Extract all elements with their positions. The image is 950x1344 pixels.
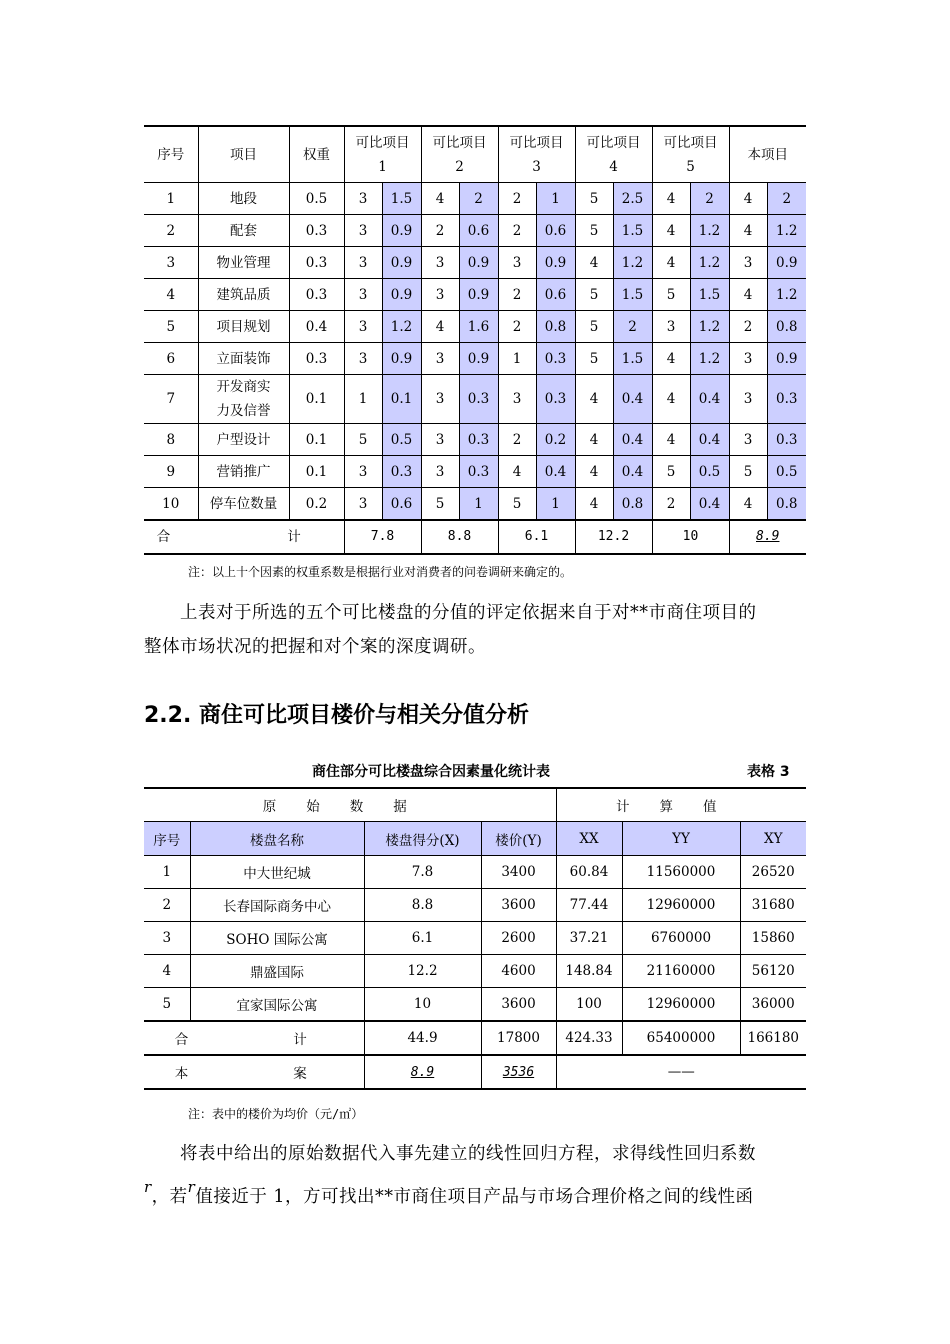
own-x: 8.9	[410, 1064, 435, 1080]
table-cell: 3	[421, 424, 459, 456]
table-cell: 5	[575, 215, 613, 247]
table-cell: 3600	[481, 889, 556, 922]
table-cell: 3	[729, 375, 767, 424]
table-cell: 0.4	[613, 424, 652, 456]
own-project-row	[144, 1055, 806, 1089]
header-cell: XY	[740, 822, 806, 856]
total-cell: 17800	[481, 1021, 556, 1055]
table-cell: 4	[652, 343, 690, 375]
table-cell: 7.8	[364, 856, 481, 889]
table-row	[144, 375, 806, 424]
own-y-cell	[481, 1055, 556, 1089]
table-cell: 2	[690, 183, 729, 215]
table-cell: 2	[144, 215, 198, 247]
table-cell: 36000	[740, 988, 806, 1022]
table-cell: 3	[344, 183, 382, 215]
table-cell: 1	[144, 183, 198, 215]
table-cell: 2	[613, 311, 652, 343]
table2-note: 注：表中的楼价为均价（元/㎡）	[188, 1107, 364, 1121]
table-cell: 3	[344, 215, 382, 247]
table-cell: 0.9	[459, 247, 498, 279]
table-row	[144, 215, 806, 247]
table-cell: 0.2	[289, 488, 344, 521]
table-cell: 3	[344, 311, 382, 343]
table-cell: 4	[652, 183, 690, 215]
table-cell: 4	[652, 424, 690, 456]
paragraph-line: 上表对于所选的五个可比楼盘的分值的评定依据来自于对**市商住项目的	[180, 603, 757, 623]
table-cell: 5	[144, 311, 198, 343]
table1-note: 注：以上十个因素的权重系数是根据行业对消费者的问卷调研来确定的。	[188, 565, 573, 579]
table-cell: SOHO 国际公寓	[190, 922, 364, 955]
table-cell: 0.6	[382, 488, 421, 521]
paragraph-fragment: 值接近于 1，方可找出**市商住项目产品与市场合理价格之间的线性函	[195, 1187, 754, 1207]
table-cell: 5	[575, 311, 613, 343]
table-cell: 0.3	[536, 343, 575, 375]
group-calc-values: 计算值	[556, 788, 806, 822]
table-cell: 中大世纪城	[190, 856, 364, 889]
table-cell: 8.8	[364, 889, 481, 922]
table-cell: 2	[729, 311, 767, 343]
table-cell: 1.6	[459, 311, 498, 343]
header-cell: 楼盘名称	[190, 822, 364, 856]
table-row	[144, 424, 806, 456]
header-cell: 可比项目 1	[344, 126, 421, 183]
table-cell: 0.4	[690, 375, 729, 424]
table-cell: 3	[652, 311, 690, 343]
table-cell: 0.4	[690, 488, 729, 521]
section-heading: 2.2. 商住可比项目楼价与相关分值分析	[144, 703, 529, 728]
table-cell: 4	[144, 279, 198, 311]
table-cell: 长春国际商务中心	[190, 889, 364, 922]
total-cell: 44.9	[364, 1021, 481, 1055]
table-cell: 2	[767, 183, 806, 215]
table-cell: 4	[144, 955, 190, 988]
table-cell: 4	[575, 424, 613, 456]
table-cell: 4	[652, 247, 690, 279]
table-cell: 1.5	[613, 279, 652, 311]
table-row	[144, 311, 806, 343]
table-cell: 3	[421, 456, 459, 488]
table-cell: 3	[144, 247, 198, 279]
total-cell: 166180	[740, 1021, 806, 1055]
table-cell: 3	[421, 247, 459, 279]
total-cell: 424.33	[556, 1021, 622, 1055]
table-row	[144, 988, 806, 1022]
table-row	[144, 183, 806, 215]
table-cell: 5	[652, 279, 690, 311]
own-calc: ——	[556, 1055, 806, 1089]
table-cell: 0.9	[767, 343, 806, 375]
table2-label: 表格 3	[747, 764, 790, 780]
table-cell: 1	[498, 343, 536, 375]
table-cell: 9	[144, 456, 198, 488]
table-cell: 1.2	[382, 311, 421, 343]
table-cell: 3	[421, 375, 459, 424]
table-cell: 1.2	[690, 247, 729, 279]
table-cell: 0.1	[289, 375, 344, 424]
table-cell: 5	[575, 279, 613, 311]
table-cell: 5	[498, 488, 536, 521]
table-cell: 营销推广	[198, 456, 289, 488]
table-cell: 项目规划	[198, 311, 289, 343]
table-cell: 停车位数量	[198, 488, 289, 521]
table-cell: 4	[575, 375, 613, 424]
table-row	[144, 247, 806, 279]
table-cell: 6	[144, 343, 198, 375]
table-cell: 3	[344, 488, 382, 521]
table-row	[144, 456, 806, 488]
table-cell: 0.3	[459, 456, 498, 488]
table-cell: 0.4	[289, 311, 344, 343]
table-cell: 6.1	[364, 922, 481, 955]
table-cell: 15860	[740, 922, 806, 955]
table2-caption: 商住部分可比楼盘综合因素量化统计表	[312, 764, 550, 780]
table-cell: 1	[459, 488, 498, 521]
table-cell: 地段	[198, 183, 289, 215]
sum-cell-own-project	[729, 520, 806, 554]
table-cell: 1.5	[382, 183, 421, 215]
table-cell: 0.5	[690, 456, 729, 488]
own-label: 本 案	[144, 1055, 364, 1089]
r-symbol: r	[144, 1178, 152, 1196]
table-cell: 1.2	[690, 215, 729, 247]
table-cell: 1.2	[690, 311, 729, 343]
table-cell: 4	[421, 311, 459, 343]
table-cell: 0.6	[459, 215, 498, 247]
table-cell: 0.1	[289, 456, 344, 488]
price-regression-table	[144, 787, 806, 1090]
table-cell: 4	[652, 215, 690, 247]
table-cell: 建筑品质	[198, 279, 289, 311]
table-cell: 10	[144, 488, 198, 521]
table-cell: 3	[498, 247, 536, 279]
sum-cell: 8.8	[421, 520, 498, 554]
table-cell: 0.8	[536, 311, 575, 343]
paragraph-line: 整体市场状况的把握和对个案的深度调研。	[144, 637, 486, 657]
table-cell: 4	[729, 488, 767, 521]
table-cell: 立面装饰	[198, 343, 289, 375]
header-cell: 楼盘得分(X)	[364, 822, 481, 856]
table-cell: 4	[575, 488, 613, 521]
header-cell: 项目	[198, 126, 289, 183]
table-cell: 0.9	[459, 279, 498, 311]
header-cell: 本项目	[729, 126, 806, 183]
table-cell: 5	[729, 456, 767, 488]
r-symbol: r	[187, 1178, 196, 1196]
header-cell: 序号	[144, 822, 190, 856]
table-cell: 4	[652, 375, 690, 424]
table-cell: 1.5	[690, 279, 729, 311]
table-cell: 3	[729, 343, 767, 375]
table-cell: 3	[421, 279, 459, 311]
table-cell: 0.4	[613, 456, 652, 488]
table-row	[144, 889, 806, 922]
table-cell: 开发商实 力及信誉	[198, 375, 289, 424]
table-cell: 5	[144, 988, 190, 1022]
table-cell: 0.6	[536, 279, 575, 311]
header-cell: 权重	[289, 126, 344, 183]
table-cell: 12.2	[364, 955, 481, 988]
table-row	[144, 856, 806, 889]
header-cell: 楼价(Y)	[481, 822, 556, 856]
total-label: 合 计	[144, 1021, 364, 1055]
table-row	[144, 343, 806, 375]
table-cell: 0.6	[536, 215, 575, 247]
table-cell: 0.9	[382, 343, 421, 375]
table-row	[144, 955, 806, 988]
table-cell: 0.9	[536, 247, 575, 279]
table-cell: 3	[421, 343, 459, 375]
table-cell: 11560000	[622, 856, 740, 889]
own-x-cell	[364, 1055, 481, 1089]
table-cell: 56120	[740, 955, 806, 988]
table-cell: 0.1	[382, 375, 421, 424]
table-header-row	[144, 126, 806, 183]
table-cell: 1.5	[613, 343, 652, 375]
table-cell: 0.9	[459, 343, 498, 375]
table-cell: 3	[144, 922, 190, 955]
table-cell: 2600	[481, 922, 556, 955]
factor-score-table	[144, 125, 806, 555]
sum-cell: 7.8	[344, 520, 421, 554]
table-cell: 0.3	[767, 424, 806, 456]
table-cell: 12960000	[622, 988, 740, 1022]
table-row	[144, 922, 806, 955]
sum-cell: 6.1	[498, 520, 575, 554]
table-cell: 4	[421, 183, 459, 215]
table-cell: 1.2	[613, 247, 652, 279]
table-cell: 0.3	[289, 343, 344, 375]
table-cell: 148.84	[556, 955, 622, 988]
table-cell: 0.4	[613, 375, 652, 424]
table-cell: 5	[421, 488, 459, 521]
table-cell: 3	[729, 424, 767, 456]
group-raw-data: 原始数据	[144, 788, 556, 822]
table-cell: 3600	[481, 988, 556, 1022]
table-cell: 2	[498, 424, 536, 456]
table-cell: 4	[729, 183, 767, 215]
table-cell: 7	[144, 375, 198, 424]
header-cell: 可比项目 4	[575, 126, 652, 183]
table-cell: 0.1	[289, 424, 344, 456]
header-cell: YY	[622, 822, 740, 856]
table-cell: 0.8	[767, 311, 806, 343]
table-cell: 4	[575, 456, 613, 488]
sum-cell: 10	[652, 520, 729, 554]
header-cell: 可比项目 5	[652, 126, 729, 183]
sum-label: 合 计	[144, 520, 344, 554]
table-cell: 0.3	[289, 215, 344, 247]
table-cell: 2	[421, 215, 459, 247]
table-cell: 1.2	[767, 279, 806, 311]
table-cell: 5	[344, 424, 382, 456]
table-cell: 1.2	[767, 215, 806, 247]
table-cell: 100	[556, 988, 622, 1022]
table-cell: 0.3	[459, 424, 498, 456]
table-cell: 0.9	[382, 247, 421, 279]
table-cell: 0.5	[382, 424, 421, 456]
header-cell: 可比项目 2	[421, 126, 498, 183]
table-cell: 0.3	[289, 279, 344, 311]
table-cell: 1	[144, 856, 190, 889]
table-cell: 0.3	[382, 456, 421, 488]
header-cell: XX	[556, 822, 622, 856]
table-cell: 8	[144, 424, 198, 456]
table-cell: 0.9	[767, 247, 806, 279]
table-cell: 6760000	[622, 922, 740, 955]
table-cell: 0.4	[536, 456, 575, 488]
paragraph-fragment: ，若	[151, 1187, 188, 1207]
table-cell: 0.4	[690, 424, 729, 456]
table-cell: 5	[575, 343, 613, 375]
table-row	[144, 488, 806, 521]
own-y: 3536	[502, 1064, 535, 1080]
table-cell: 3	[344, 343, 382, 375]
table-cell: 1.5	[613, 215, 652, 247]
table-cell: 2	[459, 183, 498, 215]
table-cell: 1.2	[690, 343, 729, 375]
sum-cell: 12.2	[575, 520, 652, 554]
group-header-row	[144, 788, 806, 822]
table-cell: 1	[344, 375, 382, 424]
table-cell: 4	[575, 247, 613, 279]
table-cell: 0.5	[289, 183, 344, 215]
table-cell: 3	[498, 375, 536, 424]
table-cell: 31680	[740, 889, 806, 922]
paragraph-line-2	[144, 1180, 754, 1214]
table-cell: 4	[729, 215, 767, 247]
table-cell: 2	[498, 279, 536, 311]
header-cell: 可比项目 3	[498, 126, 575, 183]
table-cell: 配套	[198, 215, 289, 247]
table-cell: 77.44	[556, 889, 622, 922]
table-cell: 2	[144, 889, 190, 922]
table-cell: 0.3	[767, 375, 806, 424]
table-cell: 37.21	[556, 922, 622, 955]
own-project-sum: 8.9	[756, 529, 780, 544]
table-cell: 12960000	[622, 889, 740, 922]
table-cell: 3	[729, 247, 767, 279]
table-header-row	[144, 822, 806, 856]
table-cell: 2	[498, 215, 536, 247]
table-cell: 3	[344, 456, 382, 488]
table-cell: 物业管理	[198, 247, 289, 279]
table-cell: 4600	[481, 955, 556, 988]
table-cell: 5	[652, 456, 690, 488]
table-cell: 1	[536, 488, 575, 521]
table-cell: 1	[536, 183, 575, 215]
table-cell: 0.9	[382, 215, 421, 247]
table-cell: 0.3	[536, 375, 575, 424]
table-cell: 宜家国际公寓	[190, 988, 364, 1022]
table-cell: 21160000	[622, 955, 740, 988]
table-cell: 0.5	[767, 456, 806, 488]
table-cell: 4	[729, 279, 767, 311]
table-cell: 0.8	[613, 488, 652, 521]
table-cell: 5	[575, 183, 613, 215]
table-cell: 10	[364, 988, 481, 1022]
table-cell: 0.2	[536, 424, 575, 456]
table-cell: 4	[498, 456, 536, 488]
table-cell: 0.8	[767, 488, 806, 521]
total-row	[144, 1021, 806, 1055]
table-cell: 0.9	[382, 279, 421, 311]
table-cell: 2.5	[613, 183, 652, 215]
table-sum-row	[144, 520, 806, 554]
table-cell: 3	[344, 247, 382, 279]
table-cell: 2	[652, 488, 690, 521]
table-cell: 26520	[740, 856, 806, 889]
table-cell: 3	[344, 279, 382, 311]
total-cell: 65400000	[622, 1021, 740, 1055]
header-cell: 序号	[144, 126, 198, 183]
table-cell: 2	[498, 311, 536, 343]
table-cell: 户型设计	[198, 424, 289, 456]
table-cell: 鼎盛国际	[190, 955, 364, 988]
table-cell: 0.3	[459, 375, 498, 424]
table-cell: 3400	[481, 856, 556, 889]
table-cell: 60.84	[556, 856, 622, 889]
table-cell: 2	[498, 183, 536, 215]
paragraph-line: 将表中给出的原始数据代入事先建立的线性回归方程，求得线性回归系数	[180, 1144, 756, 1164]
table-row	[144, 279, 806, 311]
table-cell: 0.3	[289, 247, 344, 279]
